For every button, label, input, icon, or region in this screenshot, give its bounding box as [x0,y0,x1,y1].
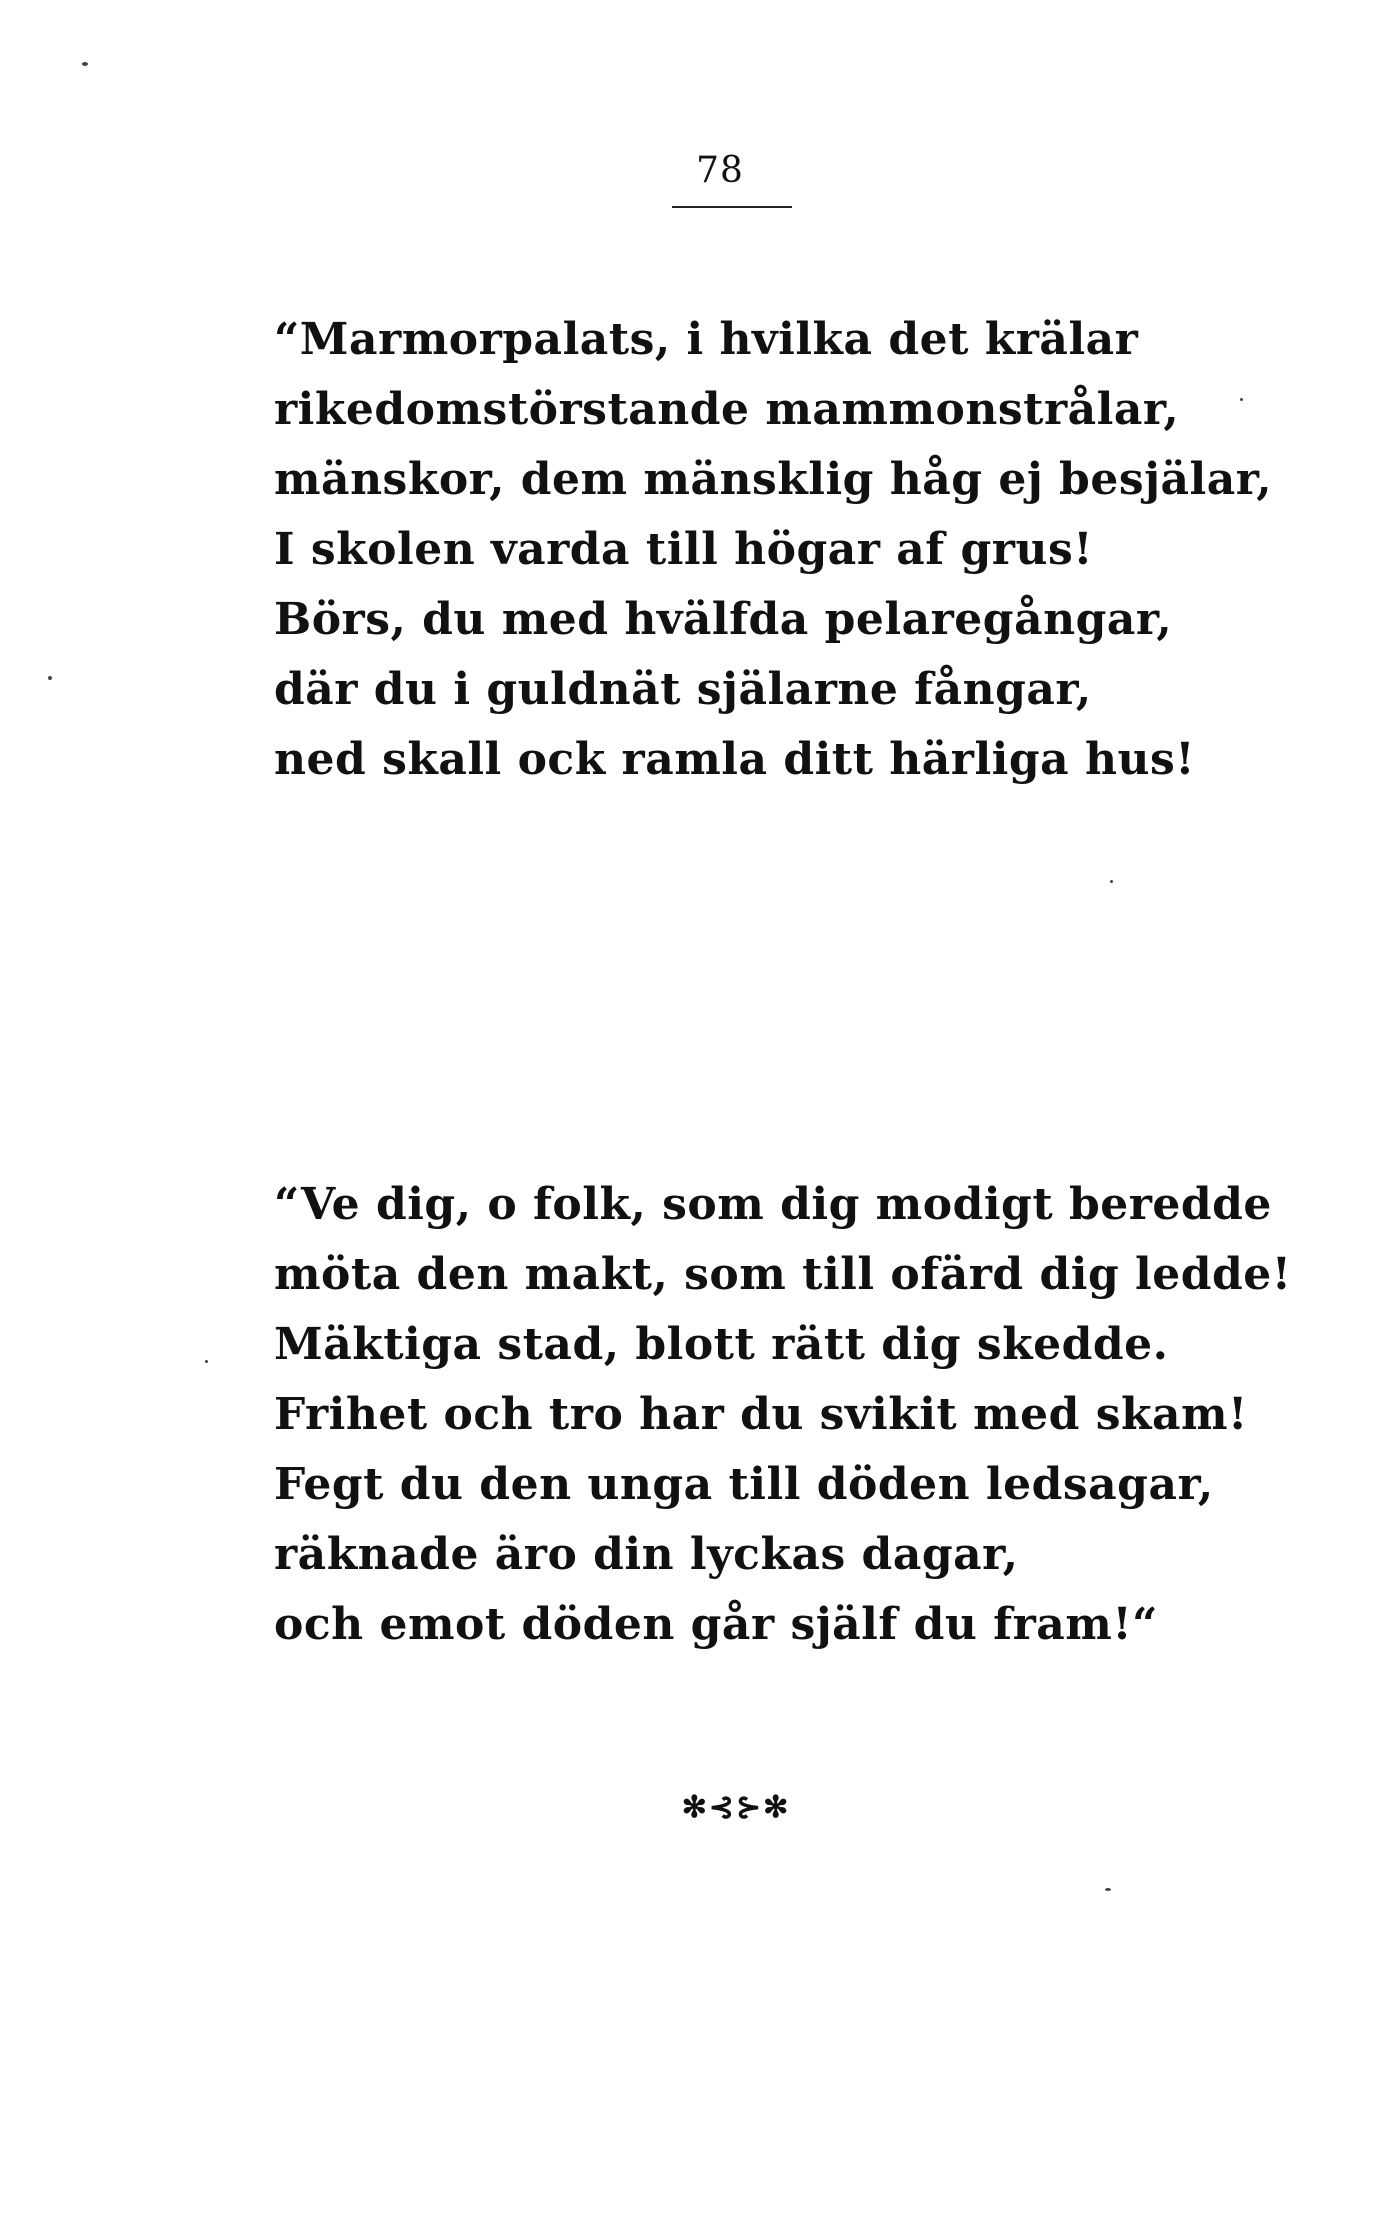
page-number: 78 [696,150,744,191]
verse-line: ned skall ock ramla ditt härliga hus! [274,734,1196,785]
verse-line: “Marmorpalats, i hvilka det krälar [274,314,1139,365]
verse-line: Mäktiga stad, blott rätt dig skedde. [274,1319,1169,1370]
print-speck [1240,398,1243,401]
verse-line: Börs, du med hvälfda pelaregångar, [274,594,1173,645]
verse-line: Frihet och tro har du svikit med skam! [274,1389,1248,1440]
verse-line: möta den makt, som till ofärd dig ledde! [274,1249,1292,1300]
verse-line: och emot döden går själf du fram!“ [274,1599,1158,1650]
print-speck [1105,1888,1111,1891]
print-speck [205,1360,208,1363]
verse-line: Fegt du den unga till döden ledsagar, [274,1459,1214,1510]
verse-line: där du i guldnät själarne fångar, [274,664,1092,715]
end-ornament: ✻⊰⊱✻ [681,1790,791,1825]
verse-line: mänskor, dem mänsklig håg ej besjälar, [274,454,1273,505]
stanza [274,305,1334,795]
print-speck [82,62,88,66]
verse-line: I skolen varda till högar af grus! [274,524,1094,575]
print-speck [1110,880,1113,883]
verse-line: räknade äro din lyckas dagar, [274,1529,1019,1580]
stanza [274,1170,1334,1660]
page-number-rule [672,206,792,208]
verse-line: rikedomstörstande mammonstrålar, [274,384,1180,435]
verse-line: “Ve dig, o folk, som dig modigt beredde [274,1179,1272,1230]
print-speck [48,676,52,680]
